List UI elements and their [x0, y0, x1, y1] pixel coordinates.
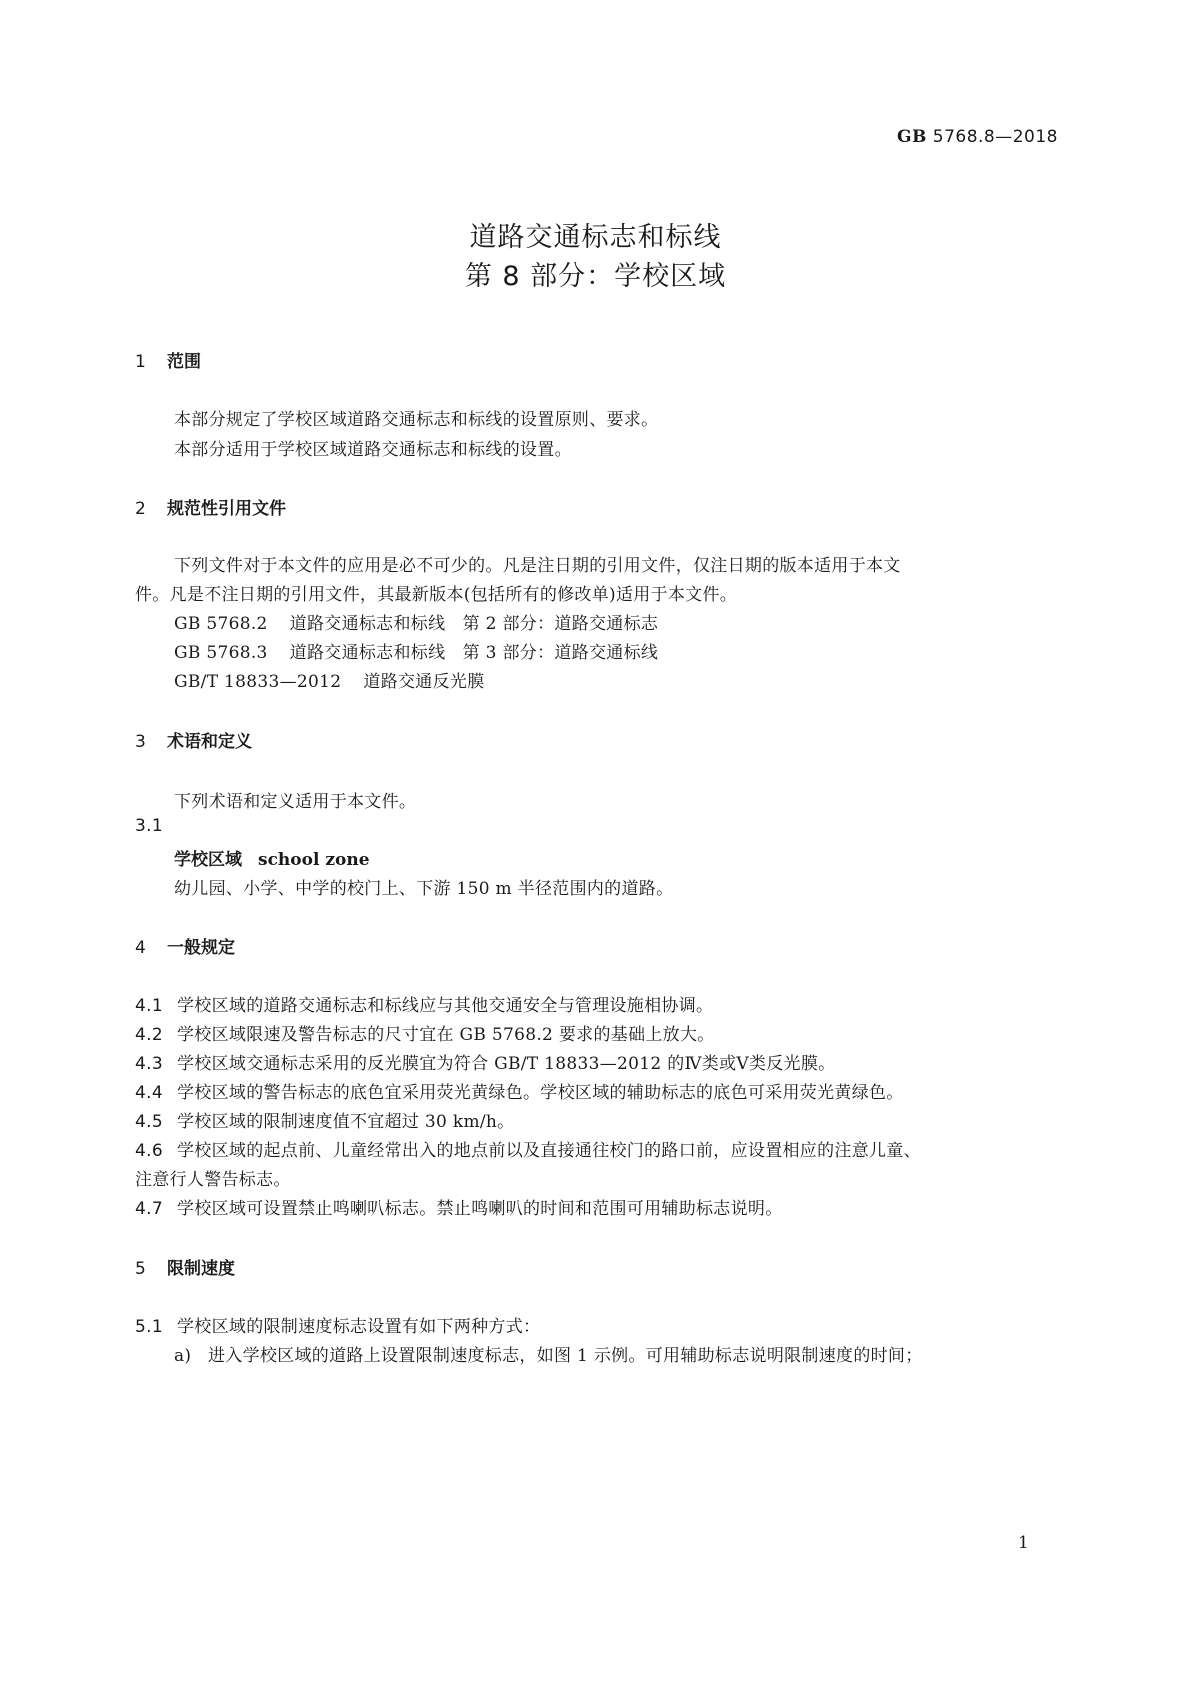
clause: 4.6 学校区域的起点前、儿童经常出入的地点前以及直接通往校门的路口前，应设置相应的注意儿童、 [135, 1141, 921, 1161]
clause: 4.7 学校区域可设置禁止鸣喇叭标志。禁止鸣喇叭的时间和范围可用辅助标志说明。 [135, 1199, 783, 1219]
clause: 4.3 学校区域交通标志采用的反光膜宜为符合 GB/T 18833—2012 的Ⅳ类或Ⅴ类反光膜。 [135, 1054, 836, 1074]
standard-number: GB 5768.8—2018 [896, 127, 1058, 147]
section-3-heading: 3 术语和定义 [135, 732, 252, 752]
term-heading: 学校区域 school zone [174, 850, 370, 870]
paragraph: 本部分规定了学校区域道路交通标志和标线的设置原则、要求。 [174, 410, 659, 430]
section-4-heading: 4 一般规定 [135, 938, 235, 958]
clause: 4.2 学校区域限速及警告标志的尺寸宜在 GB 5768.2 要求的基础上放大。 [135, 1025, 715, 1045]
page-number: 1 [1018, 1533, 1029, 1553]
section-2-heading: 2 规范性引用文件 [135, 499, 286, 519]
clause: 4.5 学校区域的限制速度值不宜超过 30 km/h。 [135, 1112, 515, 1132]
clause: 5.1 学校区域的限制速度标志设置有如下两种方式： [135, 1317, 541, 1337]
paragraph: 下列术语和定义适用于本文件。 [174, 792, 417, 812]
reference-item: GB/T 18833—2012 道路交通反光膜 [174, 672, 485, 692]
clause-continuation: 注意行人警告标志。 [135, 1170, 291, 1190]
paragraph: 本部分适用于学校区域道路交通标志和标线的设置。 [174, 440, 572, 460]
section-1-heading: 1 范围 [135, 352, 201, 372]
term-number: 3.1 [135, 816, 163, 836]
list-item: a) 进入学校区域的道路上设置限制速度标志，如图 1 示例。可用辅助标志说明限制速度的时间； [174, 1346, 923, 1366]
paragraph: 件。凡是不注日期的引用文件，其最新版本(包括所有的修改单)适用于本文件。 [135, 585, 738, 605]
section-5-heading: 5 限制速度 [135, 1259, 235, 1279]
reference-item: GB 5768.3 道路交通标志和标线 第 3 部分：道路交通标线 [174, 643, 659, 663]
reference-item: GB 5768.2 道路交通标志和标线 第 2 部分：道路交通标志 [174, 614, 659, 634]
document-subtitle: 第 8 部分：学校区域 [464, 261, 727, 292]
term-definition: 幼儿园、小学、中学的校门上、下游 150 m 半径范围内的道路。 [174, 879, 674, 899]
clause: 4.1 学校区域的道路交通标志和标线应与其他交通安全与管理设施相协调。 [135, 996, 714, 1016]
document-title: 道路交通标志和标线 [469, 222, 722, 253]
paragraph: 下列文件对于本文件的应用是必不可少的。凡是注日期的引用文件，仅注日期的版本适用于本文 [174, 556, 901, 576]
clause: 4.4 学校区域的警告标志的底色宜采用荧光黄绿色。学校区域的辅助标志的底色可采用荧光黄绿色。 [135, 1083, 904, 1103]
